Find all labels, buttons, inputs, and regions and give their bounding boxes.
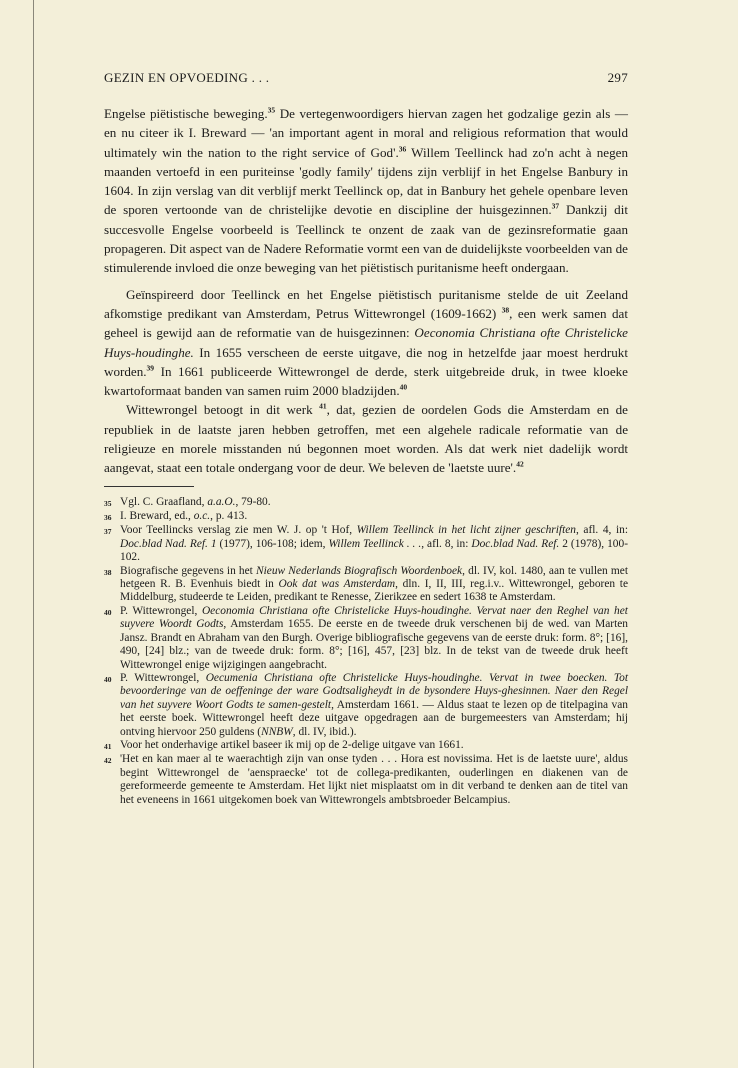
paragraph-2: Geïnspireerd door Teellinck en het Engelse piëtistisch puritanisme stelde de uit Zeeland afkomstige predikant van Amsterdam, Petrus Wittewrongel (1609-1662) $^{38}$, een werk samen dat geheel is gewijd aan de reformatie van de huisgezinnen: Oeconomia Christiana ofte Christelicke Huys-houdinghe. In 1655 verscheen de eerste uitgave, die nog in hetzelfde jaar moest herdrukt worden.$^{39}$ In 1661 publiceerde Wittewrongel de derde, sterk uitgebreide druk, in twee kloeke kwartoformaat banden van samen ruim 2000 bladzijden.$^{40}$: [104, 286, 628, 399]
footnote-text: I. Breward, ed., o.c., p. 413.: [120, 510, 248, 523]
footnote-text: Voor Teellincks verslag zie men W. J. op 't Hof, Willem Teellinck in het licht zijner geschriften, afl. 4, in: Doc.blad Nad. Ref. 1 (1977), 106-108; idem, Willem Teellinck . . ., afl. 8, in: Doc.blad Nad. Ref. 2 (1978), 100-102.: [120, 524, 628, 564]
footnote-number: 37: [104, 527, 112, 537]
footnote-text: 'Het en kan maer al te waerachtigh zijn van onse tyden . . . Hora est novissima. Het is de laetste uure', aldus begint Wittewrongel de 'aenspraecke' tot de collega-predikanten, ouderlingen en diakenen van de gereformeerde gemeente te Amsterdam. Het lijkt niet misplaatst om in dit verband te denken aan de titel van het eveneens in 1661 uitgekomen boek van Wittewrongels ambtsbroeder Belcampius.: [120, 753, 628, 806]
footnote-number: 42: [104, 756, 112, 766]
footnote-ref[interactable]: 41: [319, 402, 327, 412]
footnote-ref[interactable]: 38: [501, 305, 510, 315]
footnote-number: 41: [104, 741, 112, 751]
footnote-divider: [104, 486, 194, 487]
footnote: [104, 672, 628, 739]
paragraph-1: Engelse piëtistische beweging.$^{35}$ De vertegenwoordigers hiervan zagen het godzalige gezin als — en nu citeer ik I. Breward — 'an important agent in moral and religious reformation that would ultimately win the nation to the right service of God'.$^{36}$ Willem Teellinck had zo'n acht à negen maanden vertoefd in een puriteinse 'godly family' tijdens zijn verblijf in het Engelse Banbury in 1604. In zijn verslag van dit verblijf merkt Teellinck op, dat in Banbury het gehele openbare leven de sporen vertoonde van de christelijke devotie en discipline der huisgezinnen.$^{37}$ Dankzij dit succesvolle Engelse voorbeeld is Teellinck te onzent de zaak van de gezinsreformatie gaan propageren. Dit aspect van de Nadere Reformatie vormt een van de duidelijkste voorbeelden van de stimulerende invloed die onze beweging van het piëtistisch puritanisme heeft ondergaan.: [104, 105, 628, 276]
footnote-ref[interactable]: 42: [516, 459, 524, 469]
page: [104, 70, 628, 807]
footnote-number: 40: [104, 674, 112, 684]
running-title: GEZIN EN OPVOEDING . . .: [104, 70, 270, 85]
footnote-ref[interactable]: 35: [267, 105, 276, 115]
footnote-text: P. Wittewrongel, Oeconomia Christiana ofte Christelicke Huys-houdinghe. Vervat naer den Reghel van het suyvere Woordt Godts, Amsterdam 1655. De eerste en de tweede druk verschenen bij de wed. van Marten Jansz. Brandt en Abraham van den Burgh. Overige bibliografische gegevens van de eerste druk: form. 8°; [16], 490, [24] blz.; van de tweede druk: form. 8°; [16], 457, [23] blz. In de tekst van de tweede druk heeft Wittewrongel enige wijzigingen aangebracht.: [120, 604, 628, 671]
book-title: Oeconomia Christiana ofte Christelicke Huys-houdinghe.: [104, 325, 628, 360]
footnote-text: Voor het onderhavige artikel baseer ik mij op de 2-delige uitgave van 1661.: [120, 738, 464, 751]
footnote-number: 38: [104, 567, 112, 577]
footnote-text: Biografische gegevens in het Nieuw Nederlands Biografisch Woordenboek, dl. IV, kol. 1480, aan te vullen met hetgeen R. B. Evenhuis biedt in Ook dat was Amsterdam, dln. I, II, III, reg.i.v.. Wittewrongel, geboren te Middelburg, studeerde te Leiden, predikant te Renesse, Zierikzee en sedert 1638 te Amsterdam.: [120, 564, 629, 604]
footnote: [104, 496, 628, 510]
body-text: [104, 104, 628, 478]
footnote-ref[interactable]: 40: [399, 382, 408, 392]
page-number: 297: [607, 70, 628, 85]
footnote: [104, 753, 628, 807]
footnote-ref[interactable]: 39: [146, 363, 155, 373]
footnote-text: P. Wittewrongel, Oecumenia Christiana ofte Christelicke Huys-houdinghe. Vervat in twee boecken. Tot bevoorderinge van de oeffeninge der ware Godtsaligheydt in de bysondere Huys-ghesinnen. Naer den Regel van het suyvere Woort Godts te samen-gestelt, Amsterdam 1661. — Aldus staat te lezen op de titelpagina van het eerste boek. Wittewrongel heeft deze uitgave opgedragen aan de burgemeesters van Amsterdam; hij ontving hiervoor 250 guldens (NNBW, dl. IV, ibid.).: [120, 671, 629, 738]
footnote-number: 36: [104, 513, 112, 523]
paragraph-3: Wittewrongel betoogt in dit werk $^{41}$, dat, gezien de oordelen Gods die Amsterdam en de republiek in de laatste jaren hebben getroffen, met een algehele radicale reformatie van de religieuze en morele misstanden nú begonnen moet worden. Als dat werk niet dadelijk wordt aangevat, staat een totale ondergang voor de deur. We beleven de 'laetste uure'.$^{42}$: [104, 402, 628, 476]
footnote: [104, 524, 628, 564]
footnotes: [104, 496, 628, 807]
running-header: [104, 70, 628, 86]
footnote-ref[interactable]: 36: [398, 144, 407, 154]
footnote: [104, 739, 628, 753]
footnote-ref[interactable]: 37: [551, 202, 560, 212]
footnote: [104, 510, 628, 524]
footnote-number: 40: [104, 607, 112, 617]
footnote-text: Vgl. C. Graafland, a.a.O., 79-80.: [120, 495, 271, 508]
binding-line: [33, 0, 34, 1068]
footnote-number: 35: [104, 498, 112, 508]
footnote: [104, 605, 628, 672]
footnote: [104, 565, 628, 605]
